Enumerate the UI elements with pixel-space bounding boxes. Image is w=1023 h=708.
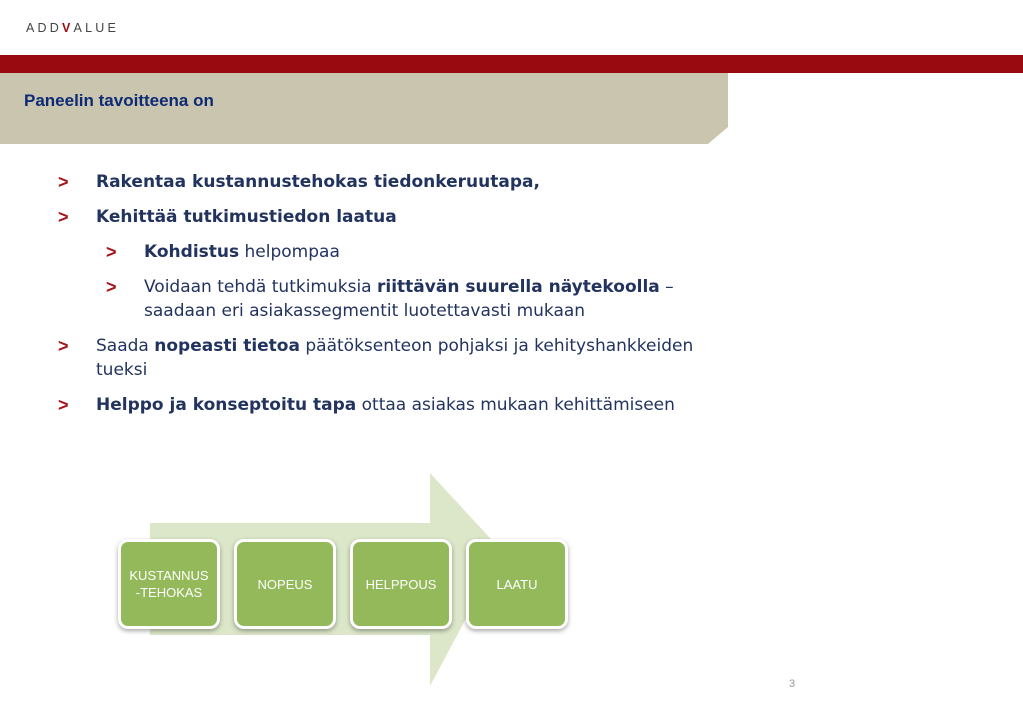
bullet-item: > Kehittää tutkimustiedon laatua <box>58 207 397 227</box>
slide-title: Paneelin tavoitteena on <box>24 91 214 110</box>
sub-bullet-item: > Voidaan tehdä tutkimuksia riittävän suurella näytekoolla – saadaan eri asiakassegmentit luotettavasti mukaan <box>106 277 674 321</box>
bullet-arrow-icon: > <box>58 395 69 415</box>
sub-bullet-item: > Kohdistus helpompaa <box>106 242 340 262</box>
bullet-item: > Helppo ja konseptoitu tapa ottaa asiakas mukaan kehittämiseen <box>58 395 675 415</box>
diagram-box-helppous: HELPPOUS <box>350 539 452 629</box>
process-diagram <box>110 473 580 688</box>
page-number: 3 <box>789 678 796 690</box>
bullet-arrow-icon: > <box>58 207 69 227</box>
bullet-arrow-icon: > <box>106 277 117 297</box>
bullet-item: > Rakentaa kustannustehokas tiedonkeruutapa, <box>58 172 540 192</box>
header-red-bar <box>0 55 1023 73</box>
addvalue-logo: ADDVALUE <box>26 21 120 35</box>
bullet-arrow-icon: > <box>58 336 69 356</box>
bullet-arrow-icon: > <box>106 242 117 262</box>
diagram-box-kustannustehokas: KUSTANNUS -TEHOKAS <box>118 539 220 629</box>
diagram-box-nopeus: NOPEUS <box>234 539 336 629</box>
diagram-box-laatu: LAATU <box>466 539 568 629</box>
bullet-list <box>58 170 738 428</box>
bullet-arrow-icon: > <box>58 172 69 192</box>
bullet-item: > Saada nopeasti tietoa päätöksenteon pohjaksi ja kehityshankkeiden tueksi <box>58 336 694 380</box>
